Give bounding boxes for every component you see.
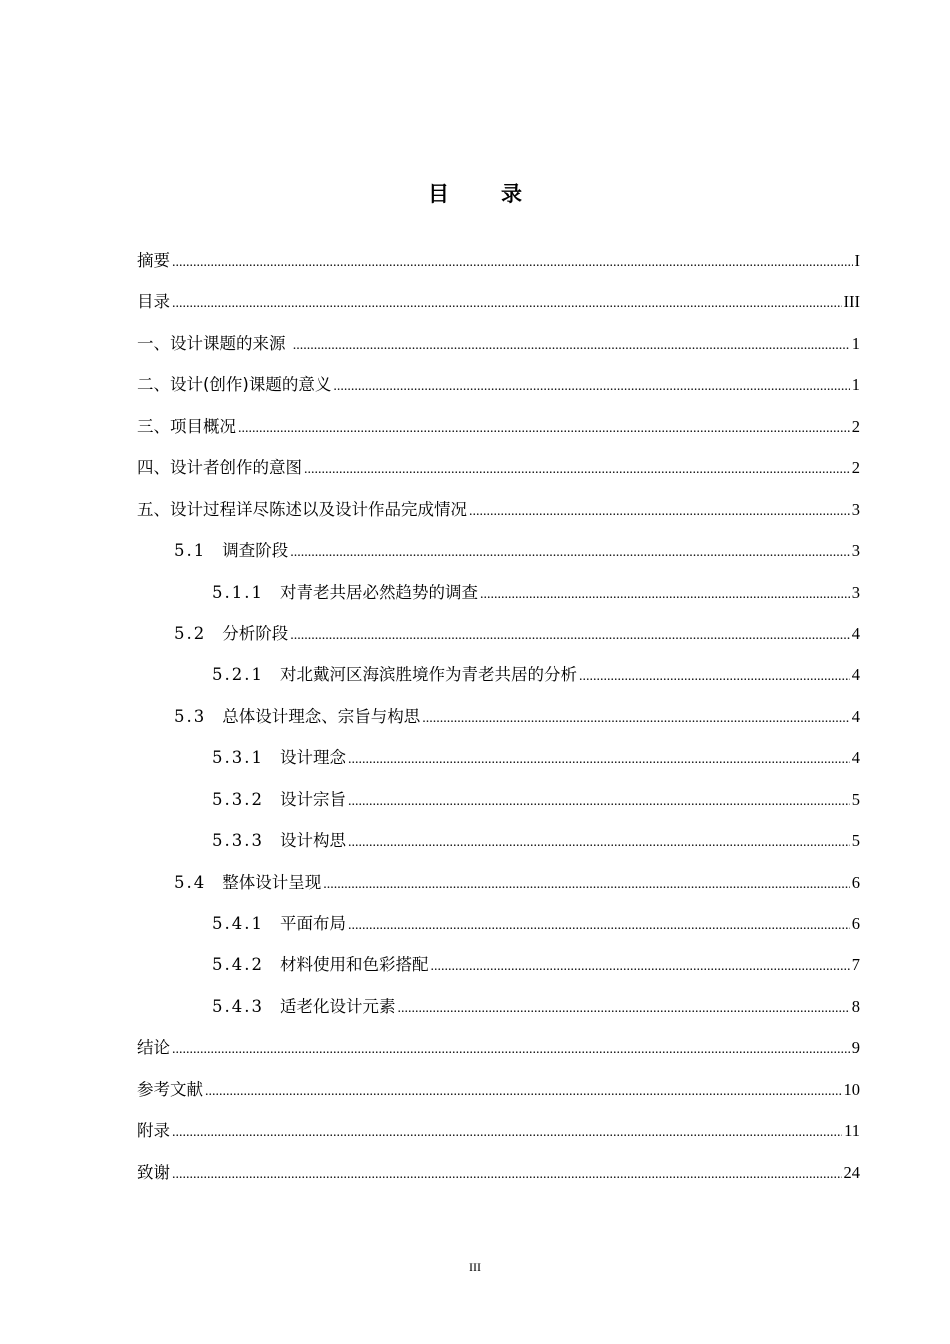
toc-entry[interactable] — [137, 613, 860, 654]
toc-entry-label: 调查阶段 — [222, 541, 289, 561]
toc-entry-label: 目录 — [137, 292, 170, 312]
dot-leader — [290, 532, 850, 573]
toc-entry-label: 摘要 — [137, 251, 170, 270]
dot-leader — [238, 408, 850, 449]
toc-entry-number: 5.4 — [174, 872, 207, 892]
table-of-contents — [137, 240, 860, 1193]
toc-entry[interactable] — [137, 281, 860, 322]
toc-entry-label: 参考文献 — [137, 1079, 203, 1099]
page-title-char-2: 录 — [501, 182, 522, 206]
toc-entry-label: 对北戴河区海滨胜境作为青老共居的分析 — [279, 665, 577, 685]
toc-entry-number: 5.4.2 — [212, 955, 264, 975]
toc-entry[interactable] — [137, 406, 860, 447]
toc-entry[interactable] — [137, 862, 860, 903]
toc-entry[interactable] — [137, 1152, 860, 1193]
toc-entry[interactable] — [137, 654, 860, 695]
toc-entry-page-number: 5 — [851, 831, 860, 851]
toc-entry-label: 四、设计者创作的意图 — [137, 458, 302, 478]
dot-leader — [172, 1112, 842, 1153]
toc-entry[interactable] — [137, 572, 860, 613]
dot-leader — [579, 656, 850, 697]
toc-entry[interactable] — [137, 1069, 860, 1110]
toc-entry-label: 总体设计理念、宗旨与构思 — [222, 706, 421, 726]
toc-entry[interactable] — [137, 364, 860, 405]
dot-leader — [172, 1029, 850, 1070]
toc-entry[interactable] — [137, 530, 860, 571]
dot-leader — [333, 366, 849, 407]
toc-entry-number: 5.3.1 — [212, 748, 264, 768]
dot-leader — [293, 325, 850, 366]
dot-leader — [172, 1154, 842, 1195]
toc-entry-page-number: I — [854, 251, 860, 270]
toc-entry-label: 对青老共居必然趋势的调查 — [279, 582, 478, 602]
toc-entry-label: 二、设计(创作)课题的意义 — [137, 375, 332, 395]
toc-entry[interactable] — [137, 903, 860, 944]
toc-entry[interactable] — [137, 696, 860, 737]
dot-leader — [172, 283, 842, 324]
toc-entry-page-number: III — [843, 292, 860, 312]
dot-leader — [422, 698, 850, 739]
toc-entry-page-number: 2 — [851, 416, 860, 436]
toc-entry-label: 五、设计过程详尽陈述以及设计作品完成情况 — [137, 499, 467, 519]
toc-entry-page-number: 5 — [851, 789, 860, 809]
toc-entry-number: 5.3.3 — [212, 831, 264, 851]
toc-entry-page-number: 10 — [843, 1079, 860, 1099]
toc-entry-number: 5.4.1 — [212, 914, 264, 933]
toc-entry-number: 5.3 — [174, 706, 207, 726]
toc-entry-page-number: 3 — [851, 541, 860, 561]
toc-entry-page-number: 11 — [844, 1121, 860, 1141]
dot-leader — [480, 574, 850, 615]
dot-leader — [469, 491, 850, 532]
toc-entry-page-number: 4 — [851, 665, 860, 685]
toc-entry-page-number: 3 — [851, 582, 860, 602]
toc-entry-label: 分析阶段 — [222, 623, 289, 643]
toc-entry[interactable] — [137, 240, 860, 281]
toc-entry[interactable] — [137, 779, 860, 820]
dot-leader — [323, 864, 850, 905]
dot-leader — [172, 242, 853, 283]
toc-entry-page-number: 4 — [851, 748, 860, 768]
toc-entry-number: 5.3.2 — [212, 789, 264, 809]
toc-entry-page-number: 2 — [851, 458, 860, 478]
toc-entry-number: 5.2 — [174, 623, 207, 643]
dot-leader — [397, 988, 849, 1029]
page-number-footer: III — [469, 1260, 481, 1274]
toc-entry-number: 5.2.1 — [212, 665, 264, 685]
toc-entry-number: 5.1 — [174, 541, 207, 561]
dot-leader — [430, 946, 849, 987]
toc-entry[interactable] — [137, 944, 860, 985]
dot-leader — [205, 1071, 842, 1112]
dot-leader — [348, 905, 850, 946]
toc-entry-label: 附录 — [137, 1121, 170, 1141]
toc-entry[interactable] — [137, 986, 860, 1027]
dot-leader — [348, 822, 850, 863]
dot-leader — [348, 781, 850, 822]
toc-entry-page-number: 1 — [851, 375, 860, 395]
toc-entry-label: 设计构思 — [279, 831, 346, 851]
toc-entry-label: 材料使用和色彩搭配 — [279, 955, 429, 975]
toc-entry-label: 三、项目概况 — [137, 416, 236, 436]
dot-leader — [304, 449, 850, 490]
toc-entry[interactable] — [137, 489, 860, 530]
toc-entry-page-number: 1 — [851, 333, 860, 353]
toc-entry-label: 整体设计呈现 — [222, 872, 322, 892]
toc-entry-label: 适老化设计元素 — [279, 996, 396, 1016]
toc-entry-label: 设计宗旨 — [279, 789, 346, 809]
page-title — [0, 178, 950, 208]
toc-entry[interactable] — [137, 1027, 860, 1068]
toc-entry-page-number: 7 — [851, 955, 860, 975]
toc-entry-label: 致谢 — [137, 1162, 170, 1182]
toc-entry[interactable] — [137, 820, 860, 861]
toc-entry-page-number: 3 — [851, 499, 860, 519]
toc-entry-page-number: 8 — [851, 996, 860, 1016]
toc-entry-label: 一、设计课题的来源 — [137, 333, 291, 353]
toc-entry-page-number: 4 — [851, 706, 860, 726]
toc-entry-page-number: 6 — [851, 872, 860, 892]
toc-entry[interactable] — [137, 447, 860, 488]
toc-entry-page-number: 4 — [851, 623, 860, 643]
toc-entry-label: 设计理念 — [279, 748, 346, 768]
toc-entry-number: 5.4.3 — [212, 996, 264, 1016]
toc-entry-label: 结论 — [137, 1038, 170, 1058]
toc-entry-page-number: 6 — [851, 914, 860, 933]
toc-entry[interactable] — [137, 1110, 860, 1151]
dot-leader — [290, 615, 850, 656]
toc-entry-label: 平面布局 — [279, 914, 346, 933]
toc-entry-page-number: 24 — [843, 1162, 860, 1182]
toc-entry-page-number: 9 — [851, 1038, 860, 1058]
dot-leader — [348, 739, 850, 780]
toc-entry-number: 5.1.1 — [212, 582, 264, 602]
toc-entry[interactable] — [137, 323, 860, 364]
page-title-char-1: 目 — [428, 182, 449, 206]
toc-entry[interactable] — [137, 737, 860, 778]
